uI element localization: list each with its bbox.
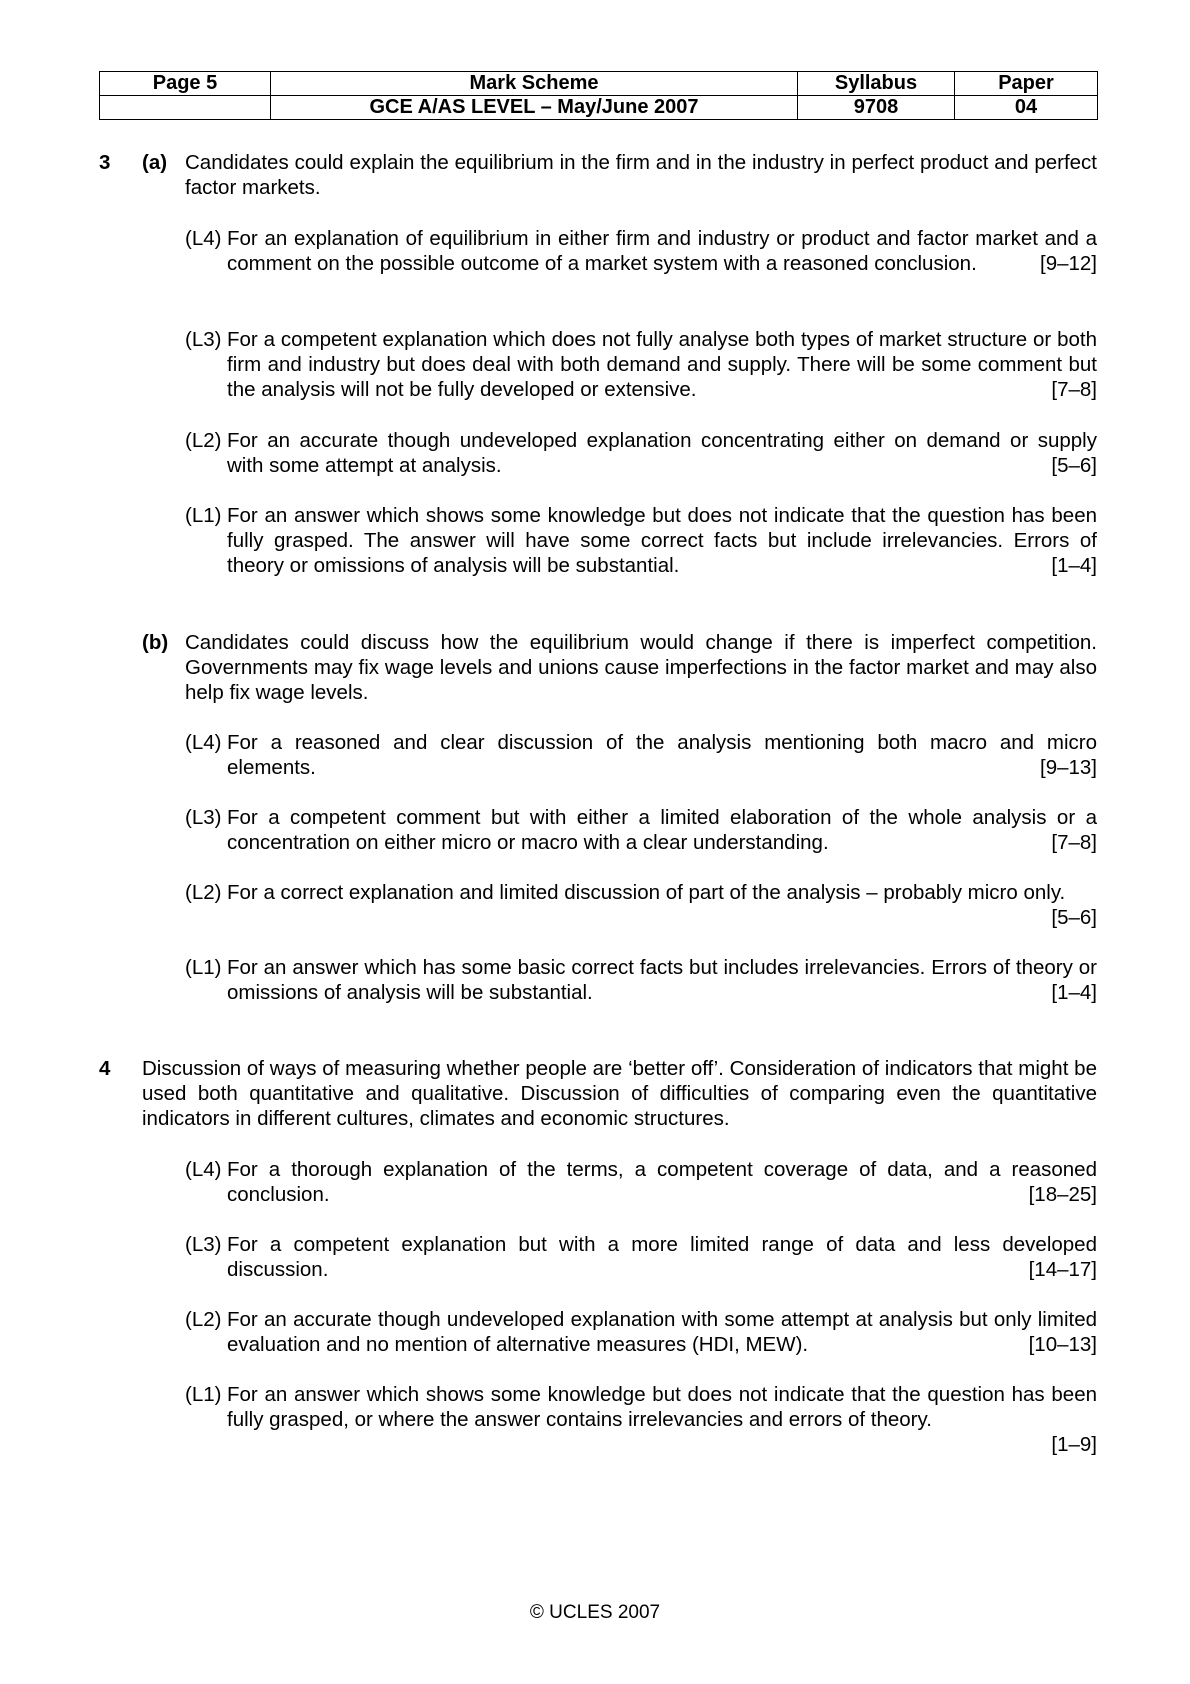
criterion-text: For a competent comment but with either a limited elaboration of the whole analysis or a concentration on either micro or macro with a clear understanding. xyxy=(227,806,1097,854)
mark-range: [5–6] xyxy=(1051,906,1097,929)
criterion-l4 xyxy=(185,730,1097,780)
criterion-text: For an accurate though undeveloped explanation with some attempt at analysis but only limited evaluation and no mention of alternative measures (HDI, MEW). xyxy=(227,1308,1097,1356)
question-number: 4 xyxy=(99,1057,111,1080)
mark-range: [9–13] xyxy=(1040,756,1097,779)
criterion-text: For an answer which shows some knowledge but does not indicate that the question has been fully grasped, or where the answer contains irrelevancies and errors of theory. xyxy=(227,1383,1097,1431)
part-label: (b) xyxy=(142,631,169,654)
question-intro: Discussion of ways of measuring whether people are ‘better off’. Consideration of indicators that might be used both quantitative and qualitative. Discussion of difficulties of comparing even the quantitative indicators in different cultures, climates and economic structures. xyxy=(142,1057,1097,1130)
mark-range: [1–4] xyxy=(1051,554,1097,577)
header-syllabus-code: 9708 xyxy=(798,96,955,120)
criterion-text: For an accurate though undeveloped explanation concentrating either on demand or supply with some attempt at analysis. xyxy=(227,429,1097,477)
criterion-text: For a thorough explanation of the terms, a competent coverage of data, and a reasoned conclusion. xyxy=(227,1158,1097,1206)
header-table xyxy=(99,71,1098,120)
criterion-l2 xyxy=(185,1307,1097,1357)
question-number: 3 xyxy=(99,151,111,174)
header-paper: Paper xyxy=(955,72,1098,96)
criterion-l3 xyxy=(185,805,1097,855)
criterion-text: For an answer which shows some knowledge but does not indicate that the question has been fully grasped. The answer will have some correct facts but include irrelevancies. Errors of theory or omissions of analysis will be substantial. xyxy=(227,504,1097,577)
level-label: (L1) xyxy=(185,1383,222,1406)
mark-range: [1–4] xyxy=(1051,981,1097,1004)
criterion-l2 xyxy=(185,428,1097,478)
level-label: (L4) xyxy=(185,731,222,754)
copyright-footer: © UCLES 2007 xyxy=(529,1602,661,1623)
mark-range: [7–8] xyxy=(1051,831,1097,854)
mark-range: [9–12] xyxy=(1040,252,1097,275)
criterion-l1 xyxy=(185,1382,1097,1457)
criterion-text: For a competent explanation but with a more limited range of data and less developed discussion. xyxy=(227,1233,1097,1281)
criterion-l1 xyxy=(185,503,1097,578)
header-page-value xyxy=(100,96,271,120)
criterion-l4 xyxy=(185,1157,1097,1207)
level-label: (L3) xyxy=(185,328,222,351)
header-page: Page 5 xyxy=(100,72,271,96)
mark-range: [7–8] xyxy=(1051,378,1097,401)
header-exam-title: GCE A/AS LEVEL – May/June 2007 xyxy=(271,96,798,120)
criterion-text: For a reasoned and clear discussion of the analysis mentioning both macro and micro elements. xyxy=(227,731,1097,779)
mark-range: [14–17] xyxy=(1028,1258,1097,1281)
part-intro: Candidates could explain the equilibrium in the firm and in the industry in perfect product and perfect factor markets. xyxy=(185,151,1097,199)
level-label: (L1) xyxy=(185,504,222,527)
part-intro: Candidates could discuss how the equilibrium would change if there is imperfect competition. Governments may fix wage levels and unions cause imperfections in the factor market and may also help fix wage levels. xyxy=(185,631,1097,704)
level-label: (L2) xyxy=(185,429,222,452)
criterion-l3 xyxy=(185,327,1097,402)
criterion-text: For a competent explanation which does not fully analyse both types of market structure or both firm and industry but does deal with both demand and supply. There will be some comment but the analysis will not be fully developed or extensive. xyxy=(227,328,1097,401)
level-label: (L3) xyxy=(185,806,222,829)
criterion-text: For a correct explanation and limited discussion of part of the analysis – probably micro only. xyxy=(227,881,1066,904)
level-label: (L3) xyxy=(185,1233,222,1256)
header-paper-number: 04 xyxy=(955,96,1098,120)
level-label: (L2) xyxy=(185,881,222,904)
criterion-l3 xyxy=(185,1232,1097,1282)
part-label: (a) xyxy=(142,151,168,174)
mark-range: [5–6] xyxy=(1051,454,1097,477)
criterion-l1 xyxy=(185,955,1097,1005)
header-mark-scheme: Mark Scheme xyxy=(271,72,798,96)
criterion-text: For an explanation of equilibrium in either firm and industry or product and factor market and a comment on the possible outcome of a market system with a reasoned conclusion. xyxy=(227,227,1097,275)
level-label: (L2) xyxy=(185,1308,222,1331)
mark-range: [10–13] xyxy=(1028,1333,1097,1356)
header-row-1 xyxy=(100,72,1098,96)
criterion-text: For an answer which has some basic correct facts but includes irrelevancies. Errors of theory or omissions of analysis will be substantial. xyxy=(227,956,1097,1004)
mark-range: [18–25] xyxy=(1028,1183,1097,1206)
mark-range: [1–9] xyxy=(1051,1433,1097,1456)
header-syllabus: Syllabus xyxy=(798,72,955,96)
level-label: (L1) xyxy=(185,956,222,979)
criterion-l2 xyxy=(185,880,1097,930)
criterion-l4 xyxy=(185,226,1097,276)
header-row-2 xyxy=(100,96,1098,120)
level-label: (L4) xyxy=(185,1158,222,1181)
level-label: (L4) xyxy=(185,227,222,250)
